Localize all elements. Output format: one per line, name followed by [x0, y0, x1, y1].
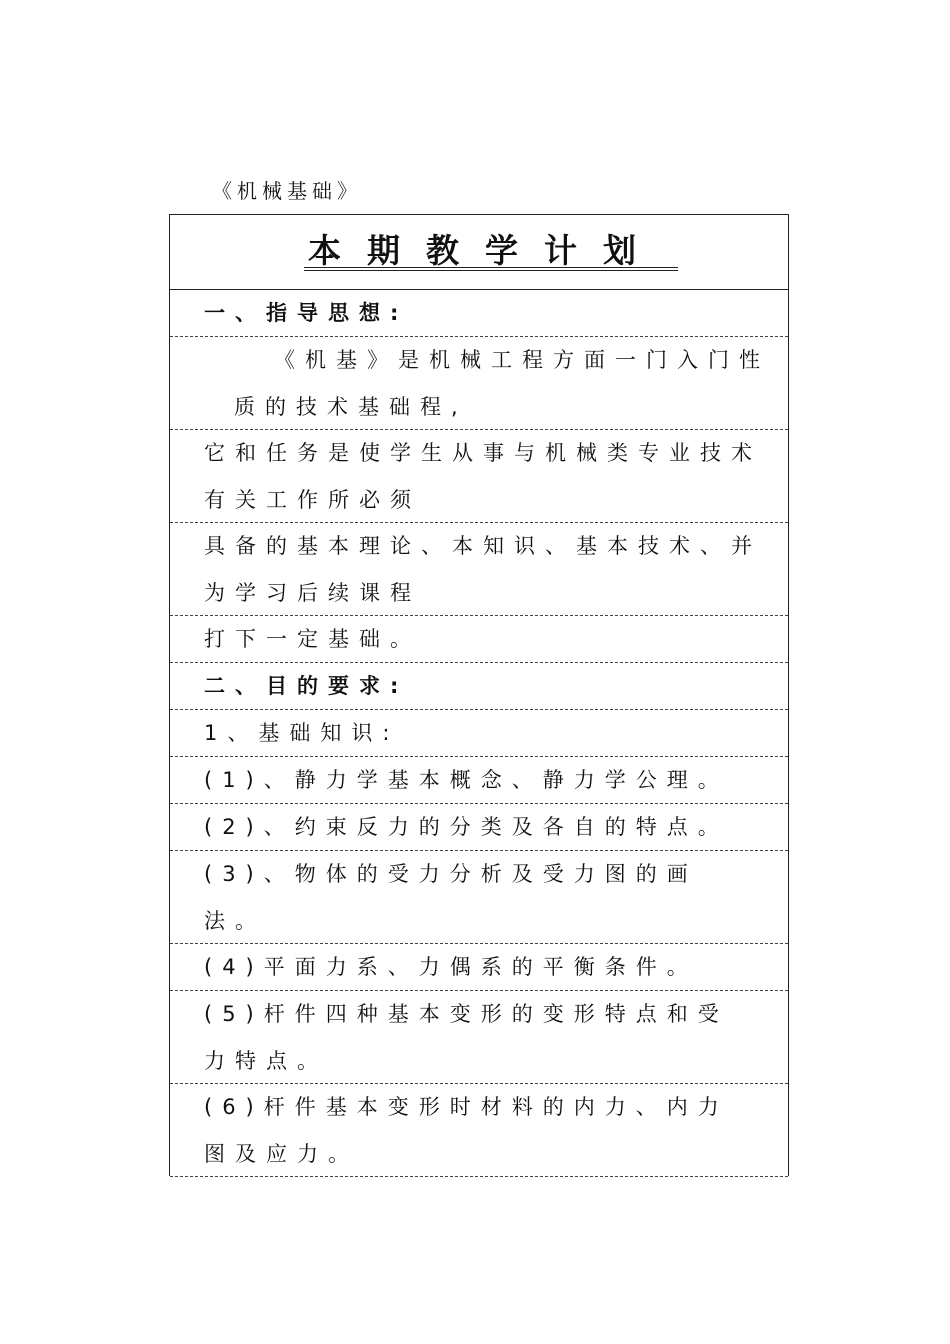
plan-title-cell	[170, 215, 788, 290]
section-heading-row	[170, 290, 788, 337]
text-row	[170, 851, 788, 944]
row-line: (4)平面力系、力偶系的平衡条件。	[204, 955, 698, 979]
row-line: 图及应力。	[204, 1141, 359, 1166]
row-line: (6)杆件基本变形时材料的内力、内力	[204, 1095, 729, 1119]
row-line: 一、指导思想:	[204, 301, 409, 325]
text-row	[170, 523, 788, 616]
text-row	[170, 616, 788, 663]
row-line: 具备的基本理论、本知识、基本技术、并	[204, 534, 762, 558]
row-line: 为学习后续课程	[204, 580, 421, 605]
text-row	[170, 710, 788, 757]
title-underline	[304, 267, 678, 268]
text-row	[170, 757, 788, 804]
row-line: 质的技术基础程,	[234, 394, 468, 419]
plan-rows	[170, 290, 788, 1177]
text-row	[170, 1084, 788, 1177]
teaching-plan-table	[169, 214, 789, 1176]
text-row	[170, 337, 788, 430]
section-heading-row	[170, 663, 788, 710]
row-line: (2)、约束反力的分类及各自的特点。	[204, 815, 729, 839]
text-row	[170, 944, 788, 991]
row-line: (5)杆件四种基本变形的变形特点和受	[204, 1002, 729, 1026]
row-line: 它和任务是使学生从事与机械类专业技术	[204, 441, 762, 465]
row-line: (3)、物体的受力分析及受力图的画	[204, 862, 698, 886]
row-line: 打下一定基础。	[204, 627, 421, 651]
row-line: 有关工作所必须	[204, 487, 421, 512]
row-line: 力特点。	[204, 1048, 328, 1073]
row-line: (1)、静力学基本概念、静力学公理。	[204, 768, 729, 792]
text-row	[170, 430, 788, 523]
row-line: 《机基》是机械工程方面一门入门性	[274, 348, 770, 372]
document-header: 《机械基础》	[212, 179, 362, 203]
row-line: 法。	[204, 908, 266, 933]
row-line: 二、目的要求:	[204, 674, 409, 698]
text-row	[170, 991, 788, 1084]
title-underline-second	[304, 270, 678, 271]
text-row	[170, 804, 788, 851]
plan-title: 本期教学计划	[308, 231, 662, 270]
row-line: 1、基础知识:	[204, 721, 400, 745]
